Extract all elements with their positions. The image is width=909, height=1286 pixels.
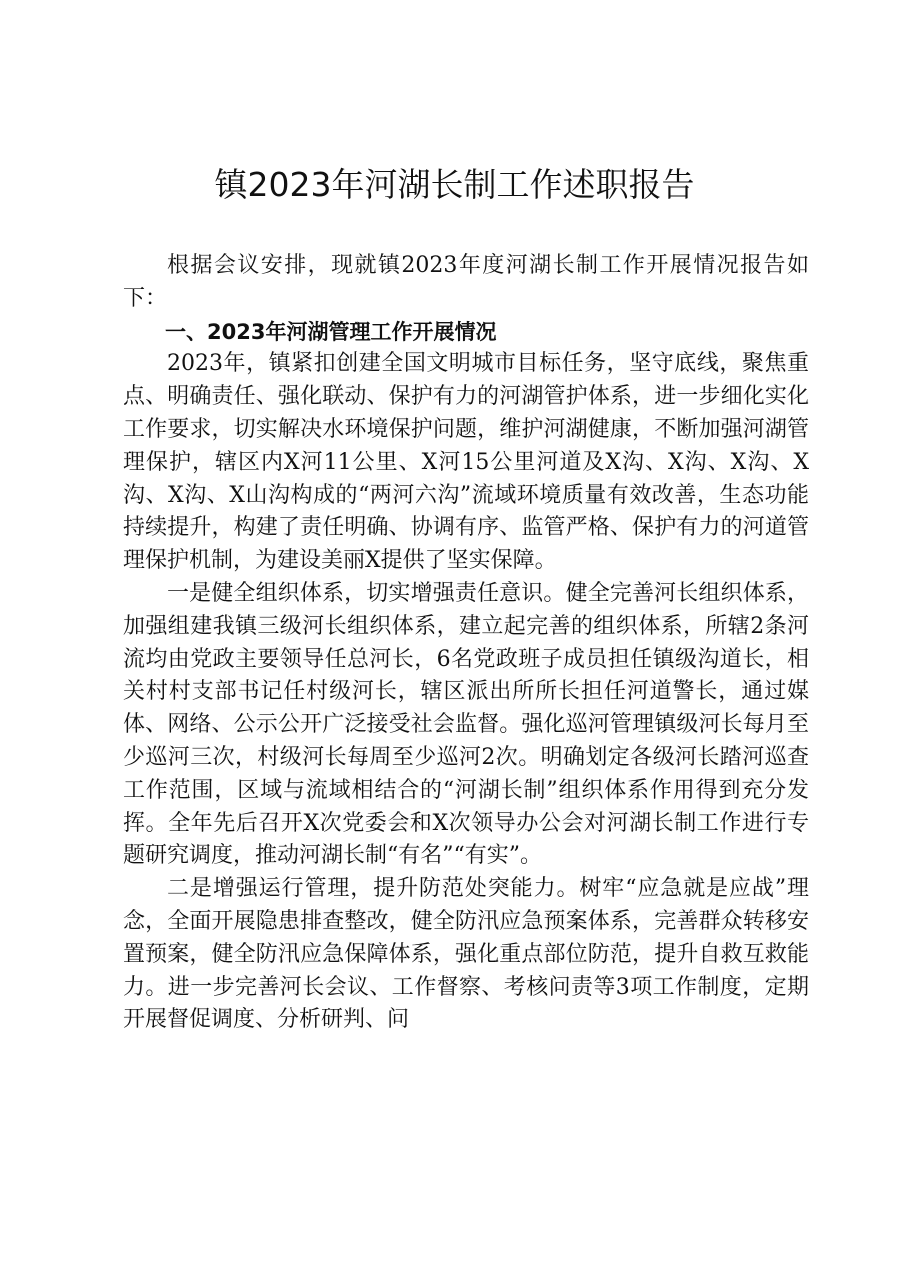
- paragraph-2: 一是健全组织体系，切实增强责任意识。健全完善河长组织体系，加强组建我镇三级河长组织体系，建立起完善的组织体系，所辖2条河流均由党政主要领导任总河长，6名党政班子成员担任镇级沟道长，相关村村支部书记任村级河长，辖区派出所所长担任河道警长，通过媒体、网络、公示公开广泛接受社会监督。强化巡河管理镇级河长每月至少巡河三次，村级河长每周至少巡河2次。明确划定各级河长踏河巡查工作范围，区域与流域相结合的“河湖长制”组织体系作用得到充分发挥。全年先后召开X次党委会和X次领导办公会对河湖长制工作进行专题研究调度，推动河湖长制“有名”“有实”。: [123, 580, 809, 869]
- document-body: [123, 250, 809, 1037]
- paragraph-3: 二是增强运行管理，提升防范处突能力。树牢“应急就是应战”理念，全面开展隐患排查整改，健全防汛应急预案体系，完善群众转移安置预案，健全防汛应急保障体系，强化重点部位防范，提升自救互救能力。进一步完善河长会议、工作督察、考核问责等3项工作制度，定期开展督促调度、分析研判、问: [123, 876, 809, 1033]
- document-title: 镇2023年河湖长制工作述职报告: [214, 165, 695, 204]
- paragraph-1: 2023年，镇紧扣创建全国文明城市目标任务，坚守底线，聚焦重点、明确责任、强化联动、保护有力的河湖管护体系，进一步细化实化工作要求，切实解决水环境保护问题，维护河湖健康，不断加强河湖管理保护，辖区内X河11公里、X河15公里河道及X沟、X沟、X沟、X沟、X沟、X山沟构成的“两河六沟”流域环境质量有效改善，生态功能持续提升，构建了责任明确、协调有序、监管严格、保护有力的河道管理保护机制，为建设美丽X提供了坚实保障。: [123, 351, 809, 574]
- section-heading: 一、2023年河湖管理工作开展情况: [165, 319, 497, 344]
- intro-paragraph: 根据会议安排，现就镇2023年度河湖长制工作开展情况报告如下：: [123, 253, 809, 311]
